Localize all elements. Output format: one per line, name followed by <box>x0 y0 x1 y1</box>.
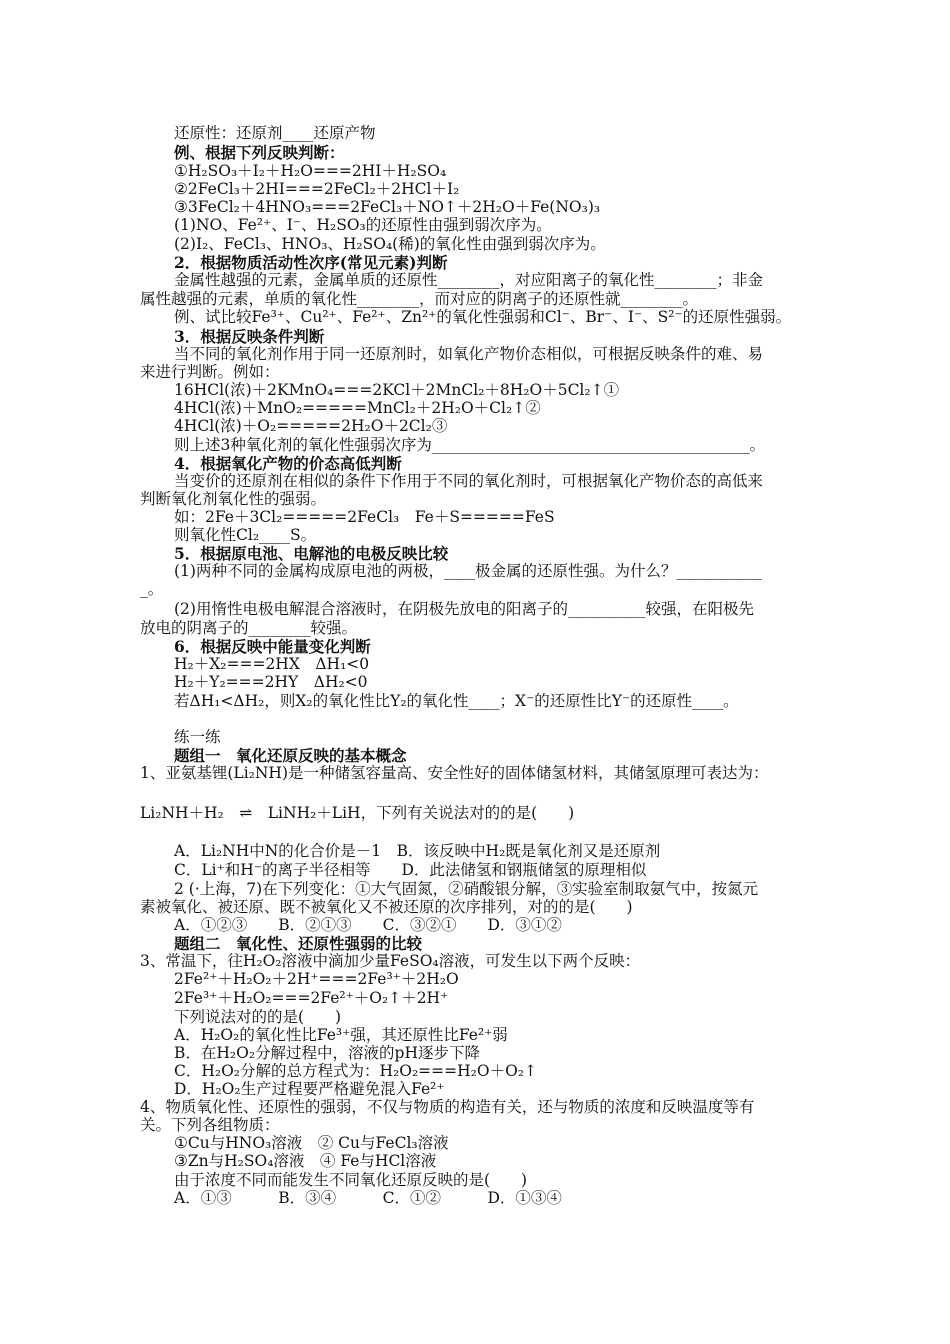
text-line: 还原性：还原剂____还原产物 <box>174 124 376 142</box>
text-line: 判断氧化剂氧化性的强弱。 <box>140 490 327 508</box>
section-heading: 2．根据物质活动性次序(常见元素)判断 <box>174 253 448 272</box>
text-line: (2)用惰性电极电解混合溶液时，在阴极先放电的阳离子的__________较强，在阳极先 <box>174 600 754 618</box>
text-line: 来进行判断。例如： <box>140 363 280 381</box>
text-line: (2)I₂、FeCl₃、HNO₃、H₂SO₄(稀)的氧化性由强到弱次序为。 <box>174 235 606 253</box>
text-line: 16HCl(浓)＋2KMnO₄===2KCl＋2MnCl₂＋8H₂O＋5Cl₂↑① <box>174 381 620 399</box>
text-line: 素被氧化、被还原、既不被氧化又不被还原的次序排列，对的的是( ) <box>140 898 633 916</box>
section-heading: 5．根据原电池、电解池的电极反映比较 <box>174 544 449 563</box>
text-line: 4HCl(浓)＋MnO₂=====MnCl₂＋2H₂O＋Cl₂↑② <box>174 399 541 417</box>
text-line: 关。下列各组物质： <box>140 1116 280 1134</box>
text-line: 例、试比较Fe³⁺、Cu²⁺、Fe²⁺、Zn²⁺的氧化性强弱和Cl⁻、Br⁻、I⁻、S²⁻的还原性强弱。 <box>174 308 792 326</box>
text-line: B．在H₂O₂分解过程中，溶液的pH逐步下降 <box>174 1044 480 1062</box>
text-line: 2Fe³⁺＋H₂O₂===2Fe²⁺＋O₂↑＋2H⁺ <box>174 989 449 1007</box>
text-line: (1)NO、Fe²⁺、I⁻、H₂SO₃的还原性由强到弱次序为。 <box>174 216 552 234</box>
text-line: ①H₂SO₃＋I₂＋H₂O===2HI＋H₂SO₄ <box>174 162 447 180</box>
section-heading: 3．根据反映条件判断 <box>174 327 325 346</box>
text-line: Li₂NH＋H₂ ⇌ LiNH₂＋LiH，下列有关说法对的的是( ) <box>140 804 575 822</box>
section-heading: 题组一 氧化还原反映的基本概念 <box>174 746 407 765</box>
text-line: 2 (·上海，7)在下列变化：①大气固氮，②硝酸银分解，③实验室制取氨气中，按氮元 <box>174 880 759 898</box>
text-line: 当变价的还原剂在相似的条件下作用于不同的氧化剂时，可根据氧化产物价态的高低来 <box>174 472 764 490</box>
text-line: 4、物质氧化性、还原性的强弱，不仅与物质的构造有关，还与物质的浓度和反映温度等有 <box>140 1098 755 1116</box>
text-line: 1、亚氨基锂(Li₂NH)是一种储氢容量高、安全性好的固体储氢材料，其储氢原理可表达为： <box>140 764 769 782</box>
text-line: 金属性越强的元素，金属单质的还原性________，对应阳离子的氧化性________；非金 <box>174 271 764 289</box>
text-line: 若ΔH₁<ΔH₂，则X₂的氧化性比Y₂的氧化性____；X⁻的还原性比Y⁻的还原性____。 <box>174 692 739 710</box>
text-line: C．H₂O₂分解的总方程式为：H₂O₂===H₂O＋O₂↑ <box>174 1062 537 1080</box>
text-line: A．①③ B．③④ C．①② D．①③④ <box>174 1189 562 1207</box>
text-line: 当不同的氧化剂作用于同一还原剂时，如氧化产物价态相似，可根据反映条件的难、易 <box>174 345 764 363</box>
text-line: (1)两种不同的金属构成原电池的两极，____极金属的还原性强。为什么？___________ <box>174 562 762 580</box>
text-line: 例、根据下列反映判断： <box>174 143 345 162</box>
text-line: ③3FeCl₂＋4HNO₃===2FeCl₃＋NO↑＋2H₂O＋Fe(NO₃)₃ <box>174 198 601 216</box>
text-line: 练一练 <box>174 728 221 746</box>
text-line: D．H₂O₂生产过程要严格避免混入Fe²⁺ <box>174 1080 445 1098</box>
text-line: A．Li₂NH中N的化合价是－1 B．该反映中H₂既是氧化剂又是还原剂 <box>174 842 661 860</box>
section-heading: 4．根据氧化产物的价态高低判断 <box>174 454 402 473</box>
text-line: 3、常温下，往H₂O₂溶液中滴加少量FeSO₄溶液，可发生以下两个反映： <box>140 952 641 970</box>
text-line: H₂＋Y₂===2HY ΔH₂<0 <box>174 673 368 691</box>
text-line: ③Zn与H₂SO₄溶液 ④ Fe与HCl溶液 <box>174 1152 437 1170</box>
text-line: H₂＋X₂===2HX ΔH₁<0 <box>174 655 370 673</box>
text-line: 如：2Fe＋3Cl₂=====2FeCl₃ Fe＋S=====FeS <box>174 508 555 526</box>
text-line: C．Li⁺和H⁻的离子半径相等 D．此法储氢和钢瓶储氢的原理相似 <box>174 861 647 879</box>
text-line: 则上述3种氧化剂的氧化性强弱次序为_________________________________________。 <box>174 436 766 454</box>
section-heading: 题组二 氧化性、还原性强弱的比较 <box>174 934 423 953</box>
text-line: 由于浓度不同而能发生不同氧化还原反映的是( ) <box>174 1171 528 1189</box>
text-line: A．H₂O₂的氧化性比Fe³⁺强，其还原性比Fe²⁺弱 <box>174 1026 508 1044</box>
section-heading: 6．根据反映中能量变化判断 <box>174 637 371 656</box>
text-line: ②2FeCl₃＋2HI===2FeCl₂＋2HCl＋I₂ <box>174 180 460 198</box>
text-line: 4HCl(浓)＋O₂=====2H₂O＋2Cl₂③ <box>174 417 448 435</box>
text-line: 属性越强的元素，单质的氧化性________，而对应的阴离子的还原性就________。 <box>140 290 699 308</box>
text-line: ①Cu与HNO₃溶液 ② Cu与FeCl₃溶液 <box>174 1134 449 1152</box>
text-line: 下列说法对的的是( ) <box>174 1008 342 1026</box>
text-line: 放电的阴离子的________较强。 <box>140 619 358 637</box>
text-line: 则氧化性Cl₂____S。 <box>174 526 317 544</box>
text-line: _。 <box>140 580 164 598</box>
text-line: A．①②③ B．②①③ C．③②① D．③①② <box>174 916 562 934</box>
text-line: 2Fe²⁺＋H₂O₂＋2H⁺===2Fe³⁺＋2H₂O <box>174 970 459 988</box>
